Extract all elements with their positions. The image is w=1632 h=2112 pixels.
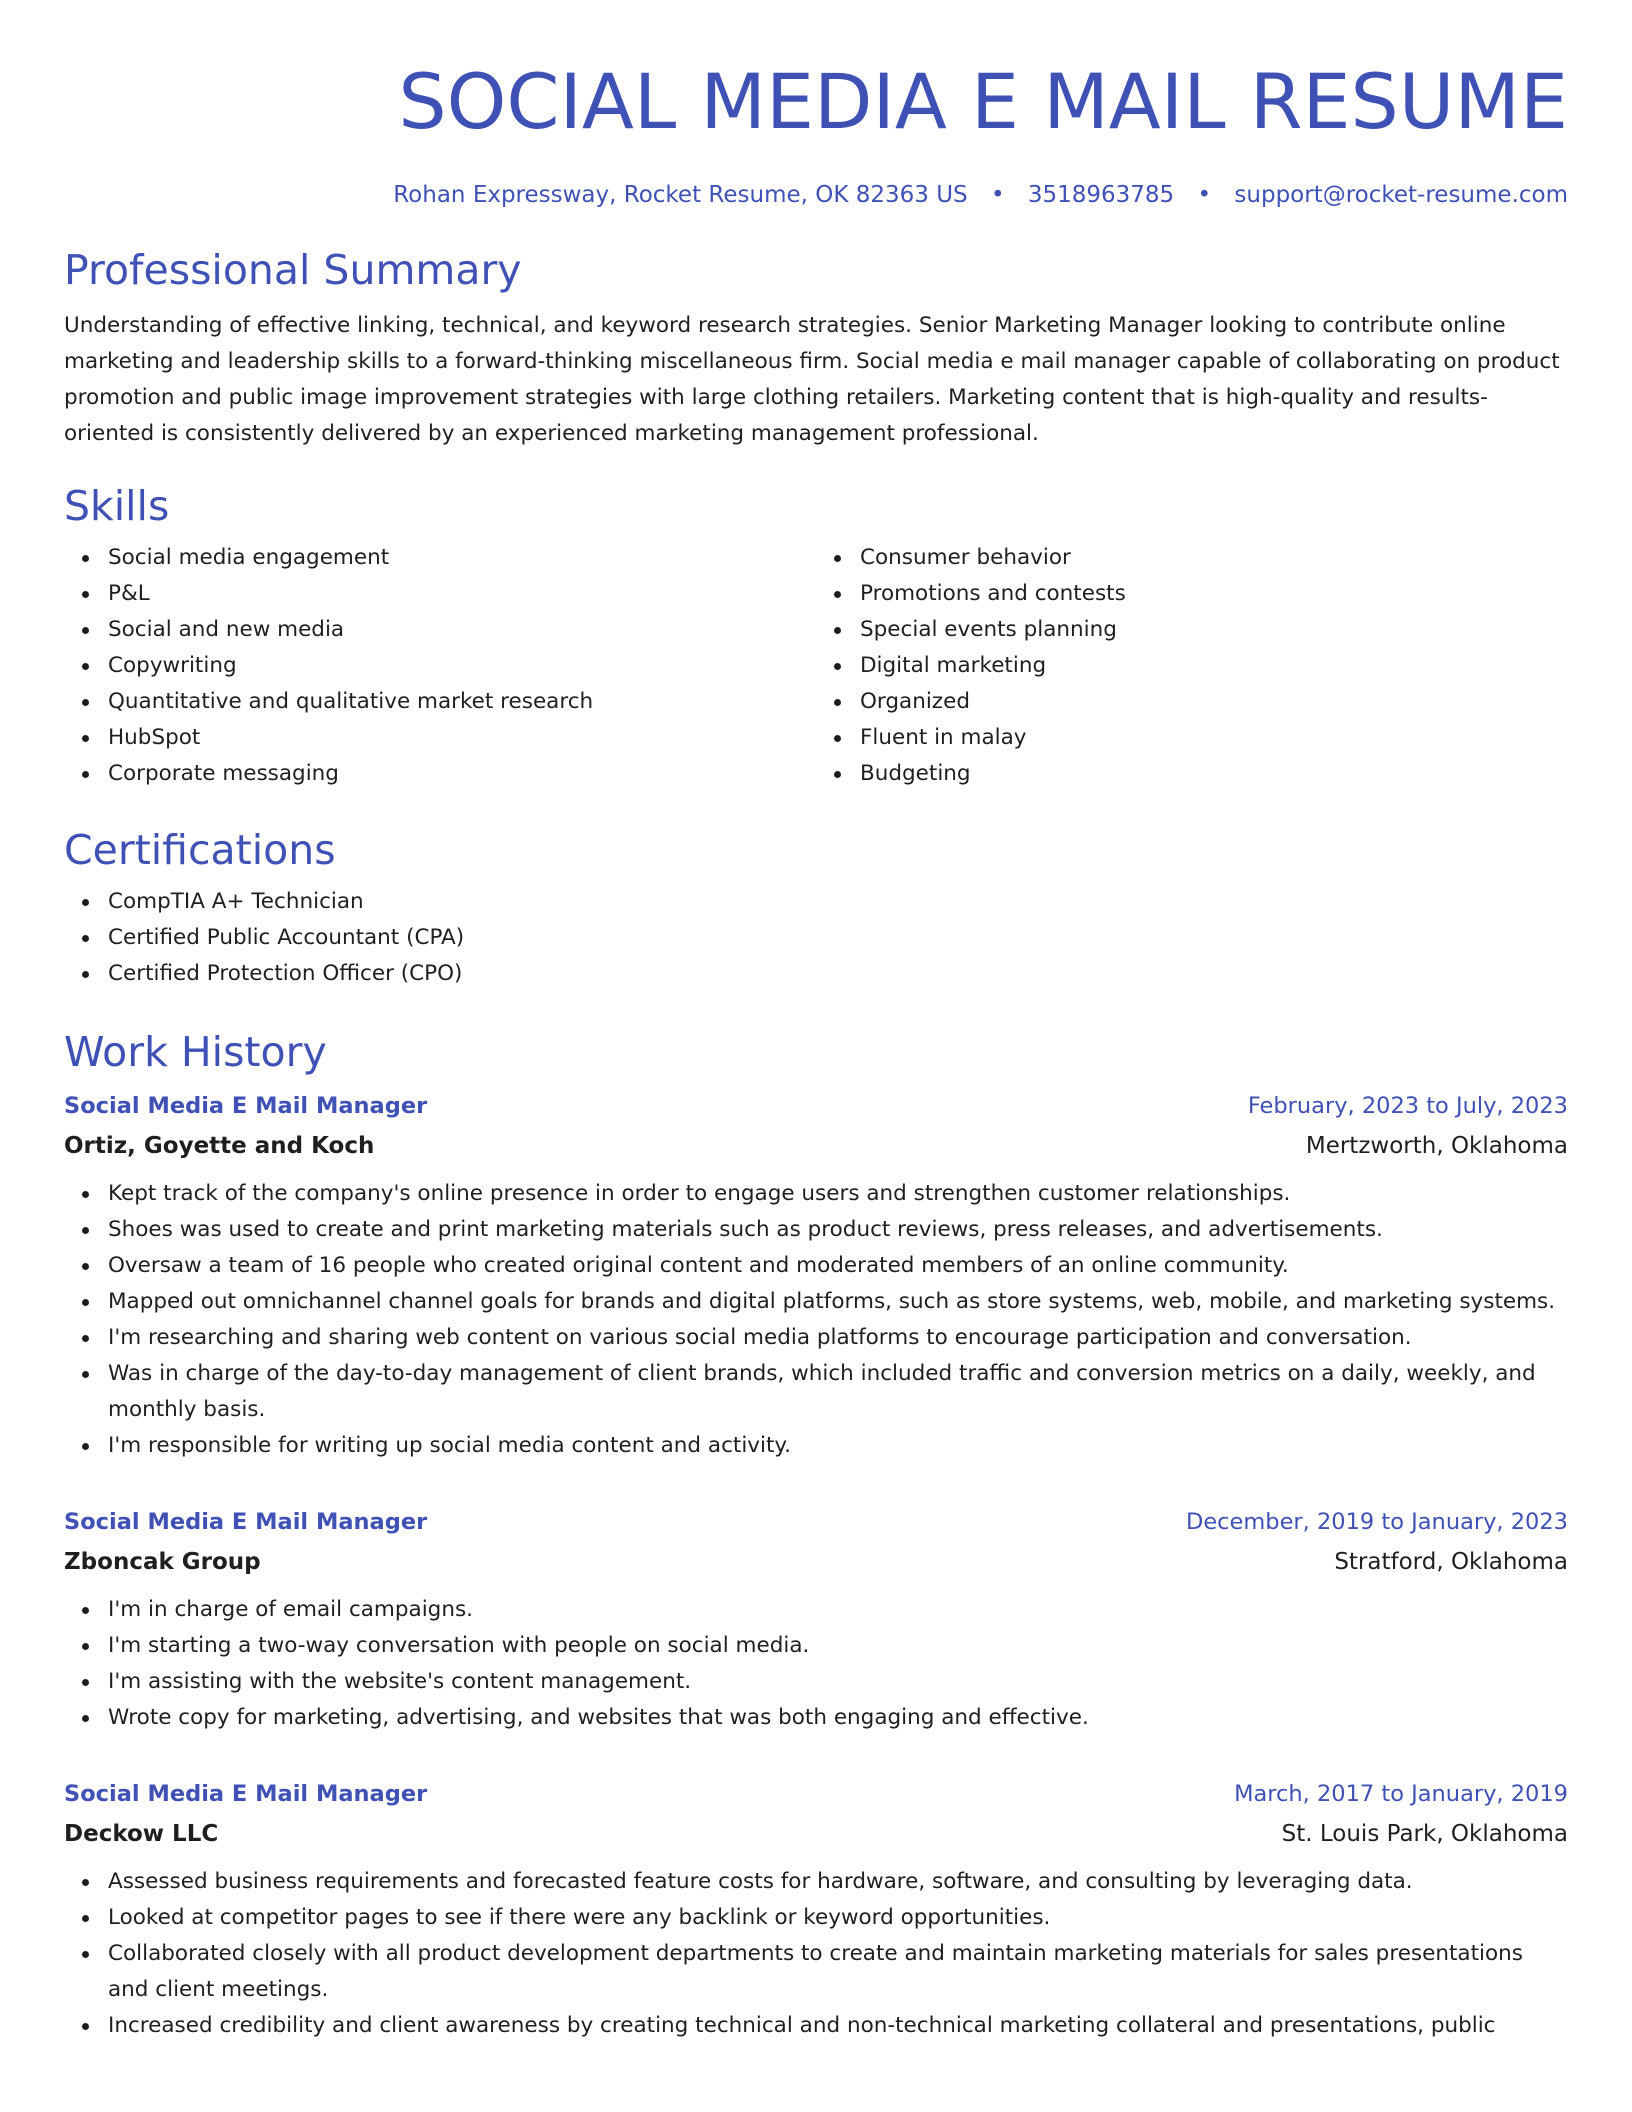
skill-item: Fluent in malay bbox=[860, 720, 1568, 756]
section-title-summary: Professional Summary bbox=[64, 246, 522, 294]
contact-phone: 3518963785 bbox=[1027, 182, 1175, 208]
job-title: Social Media E Mail Manager bbox=[64, 1781, 428, 1807]
job-entry bbox=[64, 1502, 1568, 1736]
job-bullet: I'm assisting with the website's content management. bbox=[108, 1664, 1568, 1700]
section-title-skills: Skills bbox=[64, 482, 170, 530]
skills-columns bbox=[64, 540, 1568, 792]
job-bullet: Wrote copy for marketing, advertising, and websites that was both engaging and effective. bbox=[108, 1700, 1568, 1736]
job-bullet: Looked at competitor pages to see if there were any backlink or keyword opportunities. bbox=[108, 1900, 1568, 1936]
job-entry bbox=[64, 1086, 1568, 1464]
job-header-row bbox=[64, 1502, 1568, 1542]
job-header-row bbox=[64, 1086, 1568, 1126]
job-bullet: I'm starting a two-way conversation with people on social media. bbox=[108, 1628, 1568, 1664]
job-bullet: I'm in charge of email campaigns. bbox=[108, 1592, 1568, 1628]
skill-item: Special events planning bbox=[860, 612, 1568, 648]
job-bullet: Collaborated closely with all product development departments to create and maintain marketing materials for sales presentations and client meetings. bbox=[108, 1936, 1568, 2008]
job-dates: March, 2017 to January, 2019 bbox=[1234, 1781, 1568, 1807]
skill-item: P&L bbox=[108, 576, 816, 612]
job-bullet: Shoes was used to create and print marketing materials such as product reviews, press releases, and advertisements. bbox=[108, 1212, 1568, 1248]
skill-item: Quantitative and qualitative market research bbox=[108, 684, 816, 720]
skill-item: Corporate messaging bbox=[108, 756, 816, 792]
job-title: Social Media E Mail Manager bbox=[64, 1509, 428, 1535]
skill-item: HubSpot bbox=[108, 720, 816, 756]
job-location: Mertzworth, Oklahoma bbox=[1305, 1133, 1568, 1159]
skills-list-left bbox=[64, 540, 816, 792]
job-bullets bbox=[64, 1592, 1568, 1736]
job-company: Ortiz, Goyette and Koch bbox=[64, 1133, 375, 1159]
job-bullets bbox=[64, 1176, 1568, 1464]
skill-item: Social media engagement bbox=[108, 540, 816, 576]
resume-header bbox=[64, 0, 1568, 212]
resume-name: SOCIAL MEDIA E MAIL RESUME bbox=[398, 57, 1568, 146]
skills-list-right bbox=[816, 540, 1568, 792]
job-company-row bbox=[64, 1542, 1568, 1582]
job-company: Zboncak Group bbox=[64, 1549, 261, 1575]
summary-text: Understanding of effective linking, technical, and keyword research strategies. Senior Marketing Manager looking to contribute online marketing and leadership skills to a forward-thinking miscellaneous firm. Social media e mail manager capable of collaborating on product promotion and public image improvement strategies with large clothing retailers. Marketing content that is high-quality and results-oriented is consistently delivered by an experienced marketing management professional. bbox=[64, 313, 1560, 446]
job-company-row bbox=[64, 1814, 1568, 1854]
job-location: Stratford, Oklahoma bbox=[1334, 1549, 1568, 1575]
job-header-row bbox=[64, 1774, 1568, 1814]
job-bullet: Mapped out omnichannel channel goals for brands and digital platforms, such as store systems, web, mobile, and marketing systems. bbox=[108, 1284, 1568, 1320]
job-title: Social Media E Mail Manager bbox=[64, 1093, 428, 1119]
contact-line bbox=[64, 178, 1568, 212]
job-company: Deckow LLC bbox=[64, 1821, 219, 1847]
contact-separator: • bbox=[1197, 182, 1212, 208]
job-location: St. Louis Park, Oklahoma bbox=[1281, 1821, 1568, 1847]
job-bullet: Assessed business requirements and forecasted feature costs for hardware, software, and consulting by leveraging data. bbox=[108, 1864, 1568, 1900]
job-company-row bbox=[64, 1126, 1568, 1166]
job-bullet: Kept track of the company's online presence in order to engage users and strengthen customer relationships. bbox=[108, 1176, 1568, 1212]
job-dates: December, 2019 to January, 2023 bbox=[1186, 1509, 1568, 1535]
job-bullets bbox=[64, 1864, 1568, 2044]
certification-item: CompTIA A+ Technician bbox=[108, 884, 1568, 920]
job-entry bbox=[64, 1774, 1568, 2044]
skill-item: Promotions and contests bbox=[860, 576, 1568, 612]
skill-item: Consumer behavior bbox=[860, 540, 1568, 576]
job-dates: February, 2023 to July, 2023 bbox=[1247, 1093, 1568, 1119]
skill-item: Budgeting bbox=[860, 756, 1568, 792]
contact-address: Rohan Expressway, Rocket Resume, OK 82363 US bbox=[393, 182, 968, 208]
contact-email: support@rocket-resume.com bbox=[1234, 182, 1568, 208]
certifications-list bbox=[64, 884, 1568, 992]
job-bullet: I'm researching and sharing web content on various social media platforms to encourage participation and conversation. bbox=[108, 1320, 1568, 1356]
job-bullet: I'm responsible for writing up social media content and activity. bbox=[108, 1428, 1568, 1464]
job-bullet: Increased credibility and client awareness by creating technical and non-technical marketing collateral and presentations, public bbox=[108, 2008, 1568, 2044]
skill-item: Copywriting bbox=[108, 648, 816, 684]
skill-item: Digital marketing bbox=[860, 648, 1568, 684]
section-title-certifications: Certifications bbox=[64, 826, 336, 874]
contact-separator: • bbox=[990, 182, 1005, 208]
skill-item: Social and new media bbox=[108, 612, 816, 648]
section-title-work-history: Work History bbox=[64, 1028, 327, 1076]
job-bullet: Was in charge of the day-to-day management of client brands, which included traffic and conversion metrics on a daily, weekly, and monthly basis. bbox=[108, 1356, 1568, 1428]
certification-item: Certified Protection Officer (CPO) bbox=[108, 956, 1568, 992]
job-bullet: Oversaw a team of 16 people who created original content and moderated members of an online community. bbox=[108, 1248, 1568, 1284]
skill-item: Organized bbox=[860, 684, 1568, 720]
certification-item: Certified Public Accountant (CPA) bbox=[108, 920, 1568, 956]
